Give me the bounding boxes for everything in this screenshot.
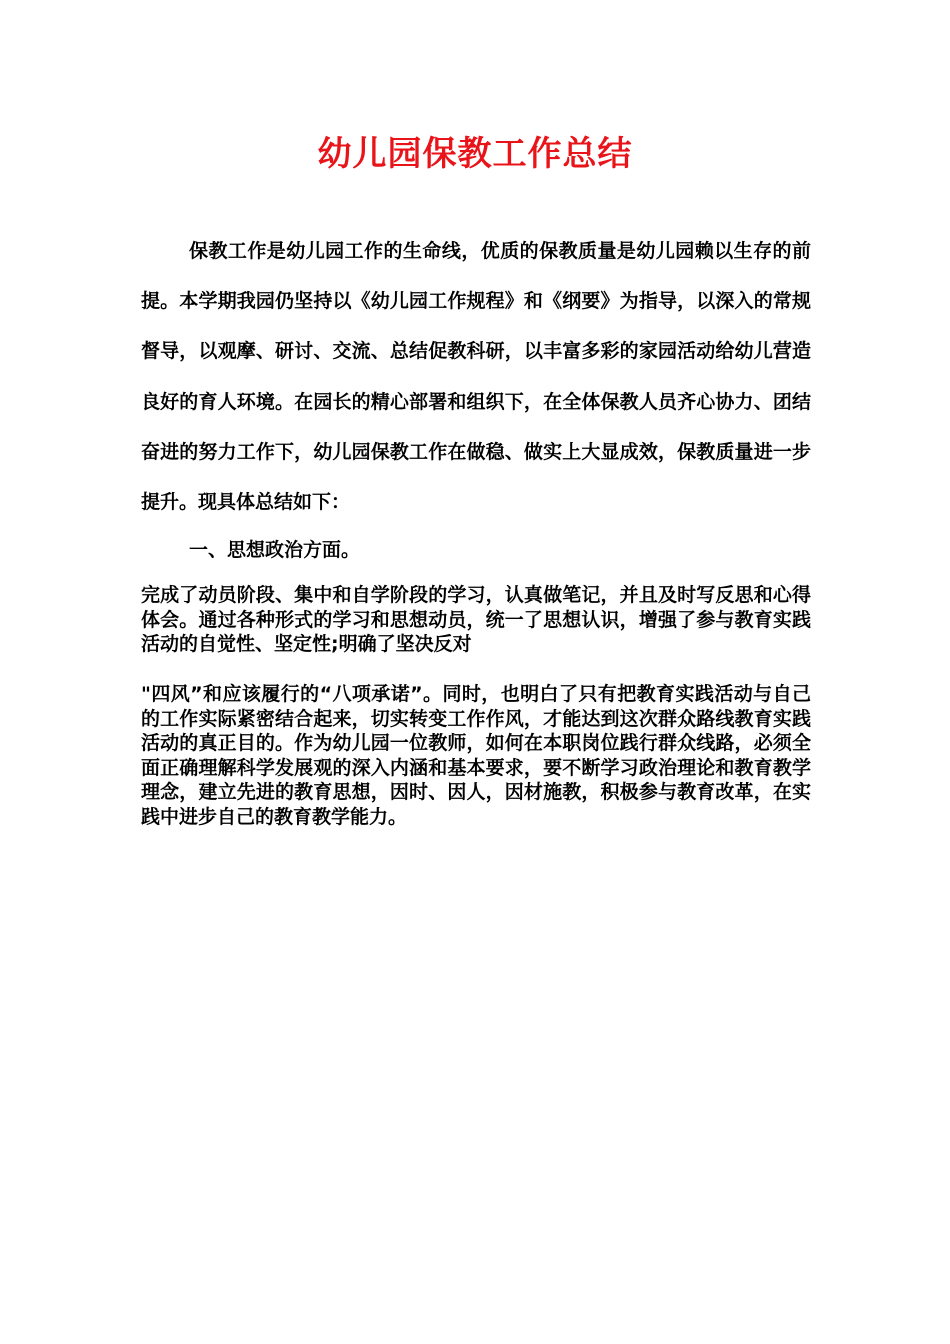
section-paragraph-1: 完成了动员阶段、集中和自学阶段的学习，认真做笔记，并且及时写反思和心得体会。通过各种形式的学习和思想动员，统一了思想认识，增强了参与教育实践活动的自觉性、坚定性;明确了坚决反对 xyxy=(141,584,811,655)
document-title: 幼儿园保教工作总结 xyxy=(317,133,633,174)
intro-paragraph: 保教工作是幼儿园工作的生命线，优质的保教质量是幼儿园赖以生存的前提。本学期我园仍坚持以《幼儿园工作规程》和《纲要》为指导，以深入的常规督导，以观摩、研讨、交流、总结促教科研，以丰富多彩的家园活动给幼儿营造良好的育人环境。在园长的精心部署和组织下，在全体保教人员齐心协力、团结奋进的努力工作下，幼儿园保教工作在做稳、做实上大显成效，保教质量进一步提升。现具体总结如下： xyxy=(141,240,811,514)
section-heading-politics: 一、思想政治方面。 xyxy=(189,539,361,561)
section-paragraph-2: "四风”和应该履行的“八项承诺”。同时，也明白了只有把教育实践活动与自己的工作实际紧密结合起来，切实转变工作作风，才能达到这次群众路线教育实践活动的真正目的。作为幼儿园一位教师，如何在本职岗位践行群众线路，必须全面正确理解科学发展观的深入内涵和基本要求，要不断学习政治理论和教育教学理念，建立先进的教育思想，因时、因人，因材施教，积极参与教育改革，在实践中进步自己的教育教学能力。 xyxy=(141,683,811,828)
